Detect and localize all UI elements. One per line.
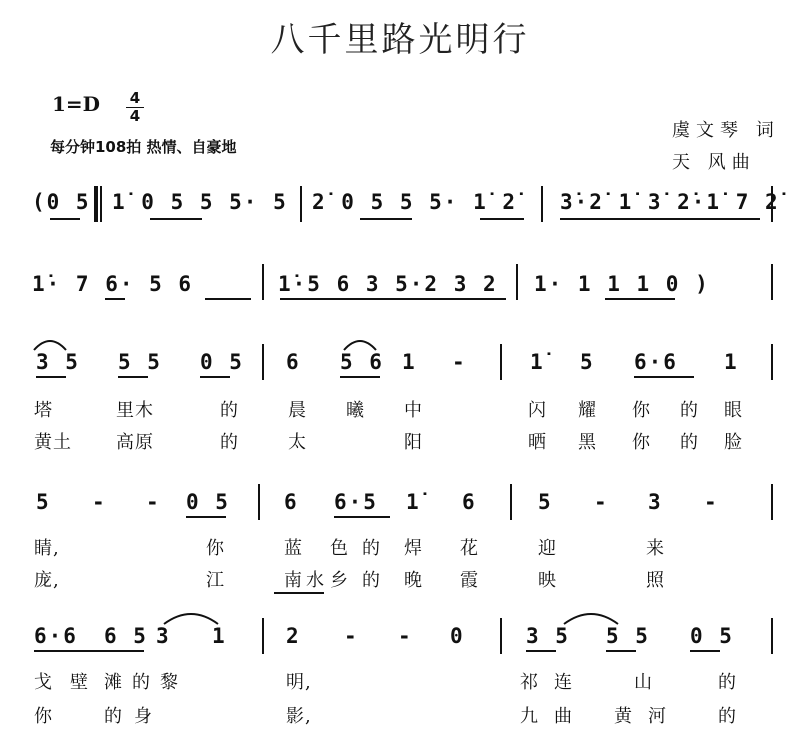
underline-beam bbox=[36, 376, 66, 378]
underline-beam bbox=[34, 650, 144, 652]
note: 3 5 bbox=[36, 350, 80, 374]
underline-beam bbox=[606, 650, 636, 652]
barline bbox=[300, 186, 302, 222]
time-signature-top: 4 bbox=[129, 89, 141, 107]
lyric: 的 bbox=[104, 706, 123, 727]
time-signature bbox=[126, 90, 144, 125]
note: 1 bbox=[212, 624, 227, 648]
lyric: 的 bbox=[362, 570, 381, 591]
underline-beam bbox=[186, 516, 226, 518]
lyric: 晚 bbox=[404, 570, 423, 591]
lyric: 南 bbox=[284, 570, 303, 591]
slur bbox=[560, 604, 622, 626]
barline bbox=[771, 484, 773, 520]
key-signature: 1=D bbox=[52, 92, 101, 116]
lyric: 曲 bbox=[554, 706, 573, 727]
lyric: 身 bbox=[134, 706, 153, 727]
lyric: 的 bbox=[220, 432, 239, 453]
underline-beam bbox=[634, 376, 694, 378]
lyric: 庞, bbox=[34, 570, 60, 591]
barline bbox=[500, 344, 502, 380]
lyric: 戈 bbox=[34, 672, 53, 693]
lyricist-credit: 虞文琴 词 bbox=[672, 120, 780, 141]
note: 0 bbox=[450, 624, 465, 648]
note: - bbox=[704, 490, 719, 514]
lyric: 你 bbox=[34, 706, 53, 727]
note: 6·6 bbox=[34, 624, 78, 648]
barline bbox=[262, 344, 264, 380]
lyric: 睛, bbox=[34, 538, 60, 559]
lyric: 河 bbox=[648, 706, 667, 727]
underline-beam bbox=[205, 298, 251, 300]
note: 6·6 bbox=[634, 350, 678, 374]
lyric: 曦 bbox=[346, 400, 365, 421]
note: - bbox=[398, 624, 413, 648]
underline-beam bbox=[526, 650, 556, 652]
note: 2 bbox=[286, 624, 301, 648]
lyric: 眼 bbox=[724, 400, 743, 421]
lyric: 阳 bbox=[404, 432, 423, 453]
measure-text: 1̇ 0 5 5 5· 5 bbox=[112, 190, 288, 214]
underline-beam bbox=[480, 218, 524, 220]
lyric: 晨 bbox=[288, 400, 307, 421]
note: 5 bbox=[580, 350, 595, 374]
underline-beam bbox=[690, 650, 720, 652]
measure-text: 2̇ 0 5 5 5· 1̇ 2̇ bbox=[312, 190, 518, 214]
note: 6 5 bbox=[104, 624, 148, 648]
note: 3 bbox=[648, 490, 663, 514]
lyric: 塔 bbox=[34, 400, 53, 421]
lyric: 的 bbox=[680, 400, 699, 421]
lyric: 水 bbox=[306, 570, 325, 591]
note: 6·5 bbox=[334, 490, 378, 514]
note: - bbox=[344, 624, 359, 648]
underline-mark bbox=[274, 592, 324, 594]
lyric: 的 bbox=[362, 538, 381, 559]
underline-beam bbox=[560, 218, 760, 220]
note: 1̇ bbox=[406, 490, 421, 514]
underline-beam bbox=[360, 218, 412, 220]
underline-beam bbox=[118, 376, 148, 378]
lyric: 的 bbox=[132, 672, 151, 693]
lyric: 黑 bbox=[578, 432, 597, 453]
underline-beam bbox=[340, 376, 380, 378]
lyric: 中 bbox=[404, 400, 423, 421]
note: 5 bbox=[36, 490, 51, 514]
lyric: 山 bbox=[634, 672, 653, 693]
measure-text: 3̇·2̇ 1̇ 3̇ 2̇·1̇ 7 2̇ bbox=[560, 190, 780, 214]
lyric: 花 bbox=[460, 538, 479, 559]
underline-beam bbox=[605, 298, 675, 300]
lyric: 明, bbox=[286, 672, 312, 693]
note: 3 5 bbox=[526, 624, 570, 648]
lyric: 耀 bbox=[578, 400, 597, 421]
barline bbox=[541, 186, 543, 222]
slur bbox=[160, 604, 222, 626]
lyric: 滩 bbox=[104, 672, 123, 693]
lyric: 的 bbox=[220, 400, 239, 421]
lyric: 黄土 bbox=[34, 432, 72, 453]
lyric: 照 bbox=[646, 570, 665, 591]
barline bbox=[262, 264, 264, 300]
note: 6 bbox=[286, 350, 301, 374]
note: - bbox=[594, 490, 609, 514]
note: 0 5 bbox=[186, 490, 230, 514]
lyric: 的 bbox=[718, 672, 737, 693]
lyric: 闪 bbox=[528, 400, 547, 421]
lyric: 晒 bbox=[528, 432, 547, 453]
note: - bbox=[452, 350, 467, 374]
lyric: 太 bbox=[288, 432, 307, 453]
lyric: 黎 bbox=[160, 672, 179, 693]
note: 1 bbox=[402, 350, 417, 374]
note: 0 5 bbox=[200, 350, 244, 374]
barline bbox=[771, 344, 773, 380]
score-title: 八千里路光明行 bbox=[270, 20, 530, 60]
note: 0 5 bbox=[690, 624, 734, 648]
underline-beam bbox=[334, 516, 390, 518]
lyric: 蓝 bbox=[284, 538, 303, 559]
underline-beam bbox=[200, 376, 230, 378]
lyric: 的 bbox=[718, 706, 737, 727]
lyric: 来 bbox=[646, 538, 665, 559]
lyric: 的 bbox=[680, 432, 699, 453]
note: 1 bbox=[724, 350, 739, 374]
barline bbox=[510, 484, 512, 520]
lyric: 脸 bbox=[724, 432, 743, 453]
barline bbox=[258, 484, 260, 520]
note: 1̇ bbox=[530, 350, 545, 374]
note: 5 6 bbox=[340, 350, 384, 374]
note: 5 5 bbox=[606, 624, 650, 648]
lyric: 你 bbox=[632, 400, 651, 421]
slur bbox=[340, 332, 380, 352]
lyric: 里木 bbox=[116, 400, 154, 421]
measure-text: (0 5 bbox=[32, 190, 91, 214]
lyric: 九 bbox=[520, 706, 539, 727]
time-signature-bottom: 4 bbox=[129, 107, 141, 125]
note: - bbox=[146, 490, 161, 514]
lyric: 黄 bbox=[614, 706, 633, 727]
lyric: 霞 bbox=[460, 570, 479, 591]
lyric: 迎 bbox=[538, 538, 557, 559]
measure-text: 1̇· 7 6· 5 6 bbox=[32, 272, 194, 296]
underline-beam bbox=[150, 218, 202, 220]
lyric: 高原 bbox=[116, 432, 154, 453]
barline bbox=[516, 264, 518, 300]
lyric: 乡 bbox=[330, 570, 349, 591]
underline-beam bbox=[50, 218, 80, 220]
measure-text: 1̇·5 6 3 5·2 3 2 bbox=[278, 272, 498, 296]
underline-beam bbox=[280, 298, 506, 300]
note: - bbox=[92, 490, 107, 514]
lyric: 祁 bbox=[520, 672, 539, 693]
composer-credit: 天 风曲 bbox=[672, 152, 756, 173]
lyric: 色 bbox=[330, 538, 349, 559]
barline bbox=[771, 186, 773, 222]
lyric: 映 bbox=[538, 570, 557, 591]
measure-text: 1· 1 1 1 0 ) bbox=[534, 272, 710, 296]
barline bbox=[771, 264, 773, 300]
tempo-marking: 每分钟108拍 热情、自豪地 bbox=[50, 138, 237, 156]
lyric: 影, bbox=[286, 706, 312, 727]
repeat-barline bbox=[94, 186, 98, 222]
note: 6 bbox=[284, 490, 299, 514]
barline bbox=[771, 618, 773, 654]
lyric: 你 bbox=[206, 538, 225, 559]
lyric: 江 bbox=[206, 570, 225, 591]
note: 5 5 bbox=[118, 350, 162, 374]
lyric: 你 bbox=[632, 432, 651, 453]
note: 5 bbox=[538, 490, 553, 514]
note: 6 bbox=[462, 490, 477, 514]
barline bbox=[500, 618, 502, 654]
lyric: 焊 bbox=[404, 538, 423, 559]
lyric: 壁 bbox=[70, 672, 89, 693]
repeat-barline-thin bbox=[100, 186, 102, 222]
barline bbox=[262, 618, 264, 654]
lyric: 连 bbox=[554, 672, 573, 693]
slur bbox=[30, 332, 70, 352]
note: 3 bbox=[156, 624, 171, 648]
underline-beam bbox=[105, 298, 125, 300]
